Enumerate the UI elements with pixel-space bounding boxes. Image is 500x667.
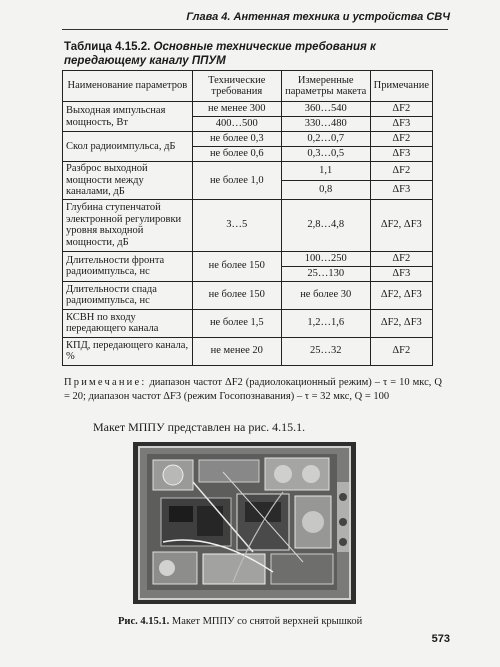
table-caption-number: Таблица 4.15.2. xyxy=(64,41,151,53)
running-header: Глава 4. Антенная техника и устройства СВЧ xyxy=(186,11,450,23)
note-cell: ΔF2 xyxy=(370,132,432,147)
req-cell: не более 1,0 xyxy=(192,162,281,200)
req-cell: не менее 300 xyxy=(192,102,281,117)
req-cell: 400…500 xyxy=(192,117,281,132)
req-cell: не более 150 xyxy=(192,281,281,309)
param-cell: Скол радиоимпульса, дБ xyxy=(63,132,193,162)
req-cell: не менее 20 xyxy=(192,337,281,365)
param-cell: Длительности спада радиоимпульса, нс xyxy=(63,281,193,309)
meas-cell: 2,8…4,8 xyxy=(281,199,370,251)
table-note xyxy=(64,376,442,404)
table-row xyxy=(63,281,433,309)
note-cell: ΔF2 xyxy=(370,162,432,181)
meas-cell: не более 30 xyxy=(281,281,370,309)
note-cell: ΔF3 xyxy=(370,266,432,281)
table-row xyxy=(63,162,433,181)
meas-cell: 1,2…1,6 xyxy=(281,309,370,337)
col-header-note: Примечание xyxy=(370,71,432,102)
meas-cell: 0,8 xyxy=(281,180,370,199)
note-label: Примечание: xyxy=(64,377,147,388)
meas-cell: 25…32 xyxy=(281,337,370,365)
meas-cell: 100…250 xyxy=(281,251,370,266)
meas-cell: 0,3…0,5 xyxy=(281,147,370,162)
table-row xyxy=(63,102,433,117)
col-header-param: Наименование параметров xyxy=(63,71,193,102)
body-paragraph: Макет МППУ представлен на рис. 4.15.1. xyxy=(93,420,306,434)
note-cell: ΔF2 xyxy=(370,102,432,117)
table-header-row xyxy=(63,71,433,102)
param-cell: Разброс выходной мощности между каналами, дБ xyxy=(63,162,193,200)
note-cell: ΔF3 xyxy=(370,147,432,162)
note-cell: ΔF2 xyxy=(370,337,432,365)
note-cell: ΔF2, ΔF3 xyxy=(370,309,432,337)
figure-caption-text: Макет МППУ со снятой верхней крышкой xyxy=(171,616,363,627)
note-cell: ΔF2 xyxy=(370,251,432,266)
table-caption xyxy=(64,40,444,68)
note-cell: ΔF2, ΔF3 xyxy=(370,281,432,309)
figure-number: Рис. 4.15.1. xyxy=(118,616,170,627)
meas-cell: 360…540 xyxy=(281,102,370,117)
req-cell: 3…5 xyxy=(192,199,281,251)
meas-cell: 1,1 xyxy=(281,162,370,181)
param-cell: Глубина ступенчатой электронной регулировки уровня выходной мощности, дБ xyxy=(63,199,193,251)
req-cell: не более 0,3 xyxy=(192,132,281,147)
req-cell: не более 1,5 xyxy=(192,309,281,337)
figure-caption xyxy=(118,616,418,627)
note-cell: ΔF2, ΔF3 xyxy=(370,199,432,251)
table-row xyxy=(63,309,433,337)
param-cell: Длительности фронта радиоимпульса, нс xyxy=(63,251,193,281)
spec-table xyxy=(62,70,433,366)
param-cell: КСВН по входу передающего канала xyxy=(63,309,193,337)
table-row xyxy=(63,132,433,147)
note-text: диапазон частот ΔF2 (радиолокационный режим) – τ = 10 мкс, Q = 20; диапазон частот ΔF3 (режим Госопознавания) – τ = 32 мкс, Q = 100 xyxy=(64,377,442,402)
meas-cell: 330…480 xyxy=(281,117,370,132)
note-cell: ΔF3 xyxy=(370,117,432,132)
meas-cell: 0,2…0,7 xyxy=(281,132,370,147)
note-cell: ΔF3 xyxy=(370,180,432,199)
col-header-req: Технические требования xyxy=(192,71,281,102)
table-row xyxy=(63,251,433,266)
table-row xyxy=(63,337,433,365)
meas-cell: 25…130 xyxy=(281,266,370,281)
col-header-meas: Измеренные параметры макета xyxy=(281,71,370,102)
header-rule xyxy=(62,29,448,30)
page-number: 573 xyxy=(431,633,450,645)
req-cell: не более 150 xyxy=(192,251,281,281)
device-photo xyxy=(133,442,356,604)
table-row xyxy=(63,199,433,251)
table-caption-title: Основные технические требования к передающему каналу ППУМ xyxy=(64,41,376,67)
param-cell: КПД, передающего канала, % xyxy=(63,337,193,365)
req-cell: не более 0,6 xyxy=(192,147,281,162)
param-cell: Выходная импульсная мощность, Вт xyxy=(63,102,193,132)
